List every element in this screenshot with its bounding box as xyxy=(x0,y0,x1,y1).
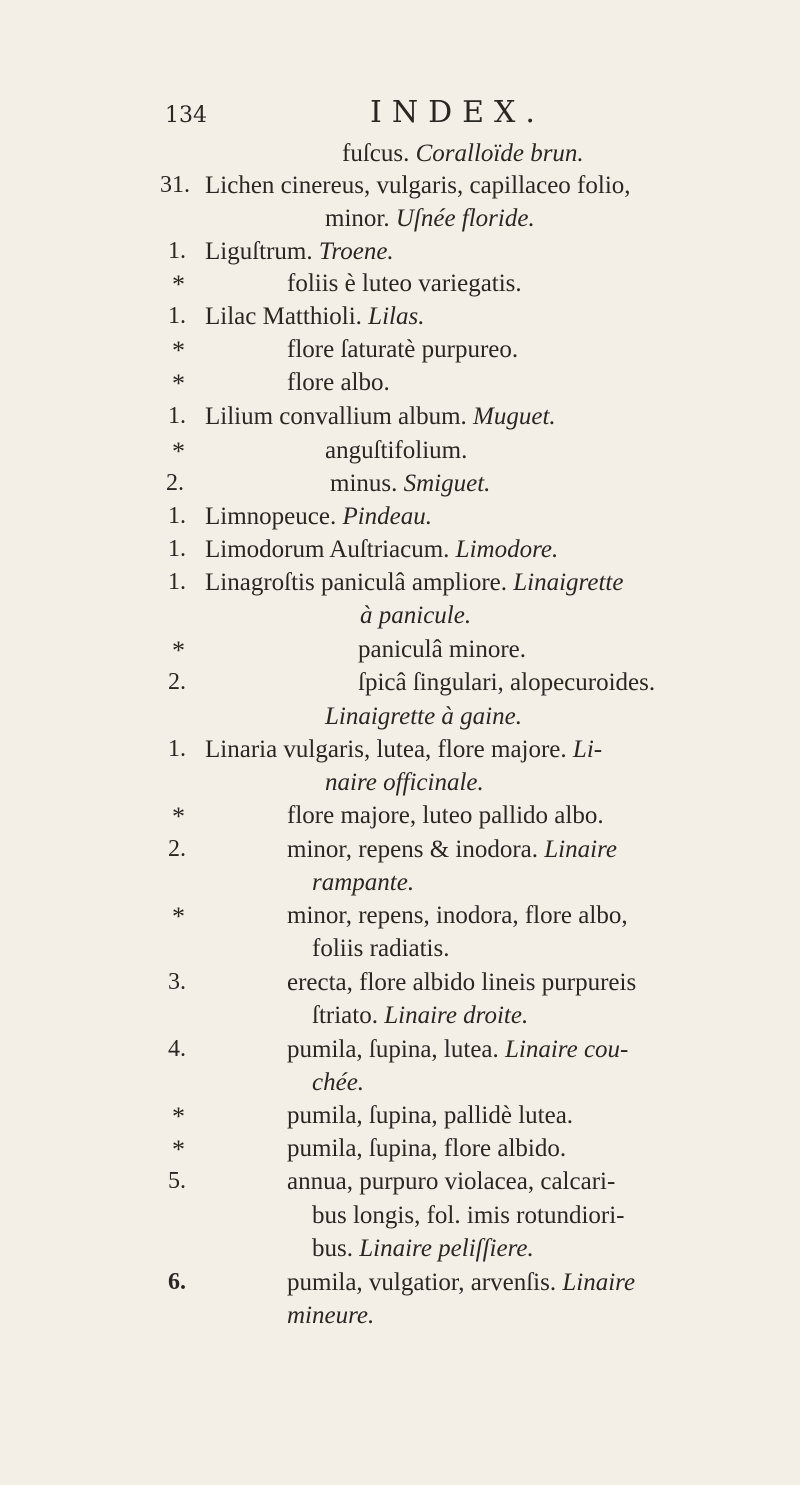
french-name: Coralloïde brun. xyxy=(415,140,584,167)
french-name: Linaire cou- xyxy=(505,1036,629,1063)
latin-text: Linagroſtis paniculâ ampliore. xyxy=(205,569,507,596)
french-name: rampante. xyxy=(312,869,415,896)
latin-text: Lilium convallium album. xyxy=(205,403,467,430)
latin-text: Limnopeuce. xyxy=(205,503,337,530)
french-name: Linaire xyxy=(544,836,617,863)
latin-text: minor, repens, inodora, flore albo, xyxy=(287,902,628,929)
latin-text: foliis è luteo variegatis. xyxy=(287,270,522,297)
latin-text: Linaria vulgaris, lutea, flore majore. xyxy=(205,736,567,763)
entry-marker: 1. xyxy=(168,238,186,264)
french-name: Linaire xyxy=(562,1269,636,1296)
entry-marker: 31. xyxy=(160,172,190,198)
french-name: Linaire droite. xyxy=(384,1002,529,1029)
latin-text: minus. xyxy=(330,470,398,497)
entry-marker: 1. xyxy=(168,503,186,529)
entry-marker: 1. xyxy=(168,569,186,595)
french-name: naire officinale. xyxy=(325,769,484,796)
french-name: Muguet. xyxy=(473,403,556,430)
french-name: Lilas. xyxy=(368,303,425,330)
page-header xyxy=(0,95,800,135)
latin-text: minor, repens & inodora. xyxy=(287,836,539,863)
entry-marker: 3. xyxy=(168,969,186,995)
entry-marker: 4. xyxy=(168,1036,186,1062)
latin-text: foliis radiatis. xyxy=(312,935,450,962)
latin-text: flore ſaturatè purpureo. xyxy=(287,336,519,363)
latin-text: anguſtifolium. xyxy=(325,437,468,464)
latin-text: flore majore, luteo pallido albo. xyxy=(287,802,604,829)
entry-marker: 1. xyxy=(168,303,186,329)
entry-marker: 1. xyxy=(168,536,186,562)
latin-text: paniculâ minore. xyxy=(358,636,526,663)
latin-text: bus. xyxy=(312,1235,353,1262)
french-name: Smiguet. xyxy=(403,470,491,497)
latin-text: pumila, ſupina, pallidè lutea. xyxy=(287,1102,574,1129)
french-name: à panicule. xyxy=(360,602,472,629)
french-name: chée. xyxy=(312,1069,365,1096)
entry-marker: * xyxy=(172,369,185,398)
french-name: Linaire peliſſiere. xyxy=(359,1235,534,1262)
french-name: Li- xyxy=(572,736,603,763)
entry-marker: 1. xyxy=(168,736,186,762)
latin-text: pumila, vulgatior, arvenſis. xyxy=(287,1269,557,1296)
page-number: 134 xyxy=(165,103,207,128)
latin-text: flore albo. xyxy=(287,369,390,396)
latin-text: Lilac Matthioli. xyxy=(205,303,362,330)
latin-text: minor. xyxy=(325,205,390,232)
french-name: mineure. xyxy=(287,1302,375,1329)
entry-marker: * xyxy=(172,802,185,831)
latin-text: bus longis, fol. imis rotundiori- xyxy=(312,1202,625,1229)
entry-marker: * xyxy=(172,1102,185,1131)
latin-text: erecta, flore albido lineis purpureis xyxy=(287,969,637,996)
entry-marker: 1. xyxy=(168,403,186,429)
latin-text: Liguſtrum. xyxy=(205,238,313,265)
french-name: Linaigrette à gaine. xyxy=(325,703,522,730)
latin-text: pumila, ſupina, lutea. xyxy=(287,1036,499,1063)
latin-text: ſtriato. xyxy=(312,1002,378,1029)
entry-marker: * xyxy=(172,270,185,299)
latin-text: Lichen cinereus, vulgaris, capillaceo folio, xyxy=(205,172,631,199)
entry-marker: * xyxy=(172,336,185,365)
entry-marker: * xyxy=(172,902,185,931)
latin-text: pumila, ſupina, flore albido. xyxy=(287,1135,567,1162)
entry-marker: 2. xyxy=(168,669,186,695)
page-title: INDEX. xyxy=(370,95,545,130)
french-name: Pindeau. xyxy=(342,503,433,530)
entry-marker: * xyxy=(172,437,185,466)
entry-marker: 6. xyxy=(168,1269,186,1295)
latin-text: fuſcus. xyxy=(342,140,410,167)
entry-marker: 5. xyxy=(168,1168,186,1194)
french-name: Linaigrette xyxy=(513,569,624,596)
entry-marker: * xyxy=(172,636,185,665)
entry-marker: 2. xyxy=(168,836,186,862)
french-name: Uſnée floride. xyxy=(395,205,535,232)
latin-text: ſpicâ ſingulari, alopecuroides. xyxy=(358,669,656,696)
latin-text: Limodorum Auſtriacum. xyxy=(205,536,450,563)
entry-marker: 2. xyxy=(166,470,184,496)
french-name: Troene. xyxy=(318,238,394,265)
latin-text: annua, purpuro violacea, calcari- xyxy=(287,1168,616,1195)
entry-marker: * xyxy=(172,1135,185,1164)
french-name: Limodore. xyxy=(455,536,559,563)
